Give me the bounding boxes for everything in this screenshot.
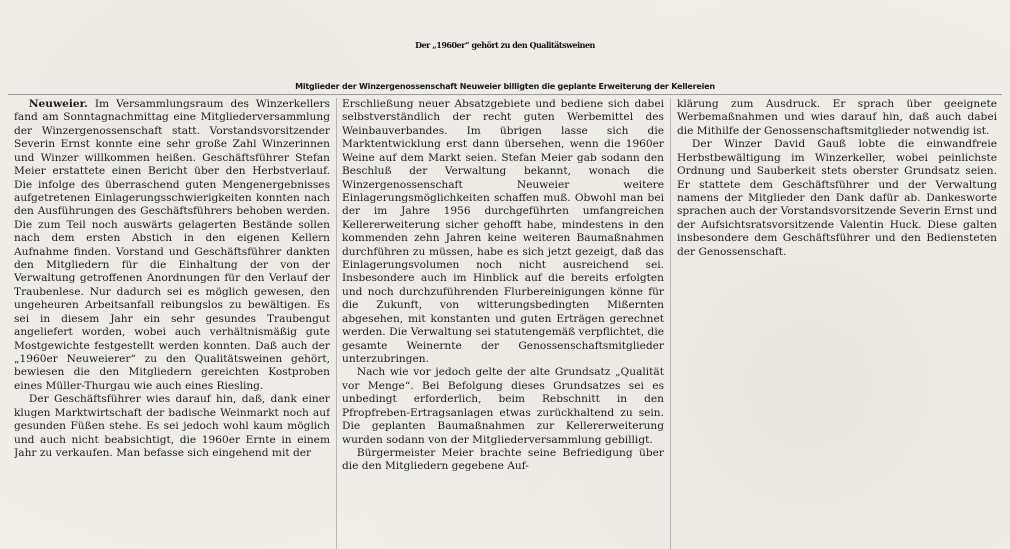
headline: Der „1960er“ gehört zu den Qualitätsweinen <box>415 40 595 51</box>
header-rule <box>8 94 1002 95</box>
paragraph: Der Winzer David Gauß lobte die einwandfreie Herbstbewältigung im Winzerkeller, wobei peinlichste Ordnung und Sauberkeit stets oberster Grundsatz seien. Er stattete dem Geschäftsführer und der Verwaltung namens der Mitglieder den Dank dafür ab. Dankesworte sprachen auch der Vorstandsvorsitzende Severin Ernst und der Aufsichtsratsvorsitzende Valentin Huck. Diese galten insbesondere dem Geschäftsführer und den Bediensteten der Genossenschaft. <box>677 138 997 258</box>
subheadline: Mitglieder der Winzergenossenschaft Neuweier billigten die geplante Erweiterung der Kellereien <box>295 81 715 91</box>
article-column-1 <box>14 98 330 549</box>
paragraph: Erschließung neuer Absatzgebiete und bediene sich dabei selbstverständlich der recht guten Werbemittel des Weinbauverbandes. Im übrigen lasse sich die Marktentwicklung erst dann übersehen, wenn die 1960er Weine auf dem Markt seien. Stefan Meier gab sodann den Beschluß der Verwaltung bekannt, wonach die Winzergenossenschaft Neuweier weitere Einlagerungsmöglichkeiten schaffen muß. Obwohl man bei der im Jahre 1956 durchgeführten umfangreichen Kellererweiterung sicher gehofft habe, mindestens in den kommenden zehn Jahren keine weiteren Baumaßnahmen durchführen zu müssen, habe es sich jetzt gezeigt, daß das Einlagerungsvolumen noch nicht ausreichend sei. Insbesondere auch im Hinblick auf die bereits erfolgten und noch durchzuführenden Flurbereinigungen könne für die Zukunft, von witterungsbedingten Mißernten abgesehen, mit konstanten und guten Erträgen gerechnet werden. Die Verwaltung sei statutengemäß verpflichtet, die gesamte Weinernte der Genossenschaftsmitglieder unterzubringen. <box>342 98 664 366</box>
article-column-2 <box>342 98 664 549</box>
column-divider <box>670 98 671 549</box>
article-column-3 <box>677 98 997 328</box>
paragraph: klärung zum Ausdruck. Er sprach über geeignete Werbemaßnahmen und wies darauf hin, daß auch dabei die Mithilfe der Genossenschaftsmitglieder notwendig ist. <box>677 98 997 137</box>
paragraph-text: Im Versammlungsraum des Winzerkellers fand am Sonntagnachmittag eine Mitgliederversammlung der Winzergenossenschaft statt. Vorstandsvorsitzender Severin Ernst konnte eine sehr große Zahl Winzerinnen und Winzer willkommen heißen. Geschäftsführer Stefan Meier erstattete einen Bericht über den Herbstverlauf. Die infolge des überraschend guten Mengenergebnisses aufgetretenen Einlagerungsschwierigkeiten konnten nach den Ausführungen des Geschäftsführers behoben werden. Die zum Teil noch auswärts gelagerten Bestände sollen nach dem ersten Abstich in den eigenen Kellern Aufnahme finden. Vorstand und Geschäftsführer dankten den Mitgliedern für die Einhaltung der von der Verwaltung getroffenen Anordnungen für den Verlauf der Traubenlese. Nur dadurch sei es möglich gewesen, den ungeheuren Arbeitsanfall reibungslos zu bewältigen. Es sei in diesem Jahr ein sehr gesundes Traubengut angeliefert worden, wobei auch verhältnismäßig gute Mostgewichte festgestellt werden konnten. Daß auch der „1960er Neuweierer“ zu den Qualitätsweinen gehört, bewiesen die den Mitgliedern gereichten Kostproben eines Müller-Thurgau wie auch eines Riesling. <box>14 98 330 392</box>
paragraph: Der Geschäftsführer wies darauf hin, daß, dank einer klugen Marktwirtschaft der badische Weinmarkt noch auf gesunden Füßen stehe. Es sei jedoch wohl kaum möglich und auch nicht beabsichtigt, die 1960er Ernte in einem Jahr zu verkaufen. Man befasse sich eingehend mit der <box>14 393 330 459</box>
paragraph: Bürgermeister Meier brachte seine Befriedigung über die den Mitgliedern gegebene Auf- <box>342 446 664 473</box>
column-divider <box>336 98 337 549</box>
dateline: Neuweier. <box>28 98 88 110</box>
paragraph <box>14 98 330 393</box>
paragraph: Nach wie vor jedoch gelte der alte Grundsatz „Qualität vor Menge“. Bei Befolgung dieses Grundsatzes sei es unbedingt erforderlich, beim Rebschnitt in den Pfropfreben-Ertragsanlagen etwas zurückhaltend zu sein. Die geplanten Baumaßnahmen zur Kellererweiterung wurden sodann von der Mitgliederversammlung gebilligt. <box>342 366 664 446</box>
